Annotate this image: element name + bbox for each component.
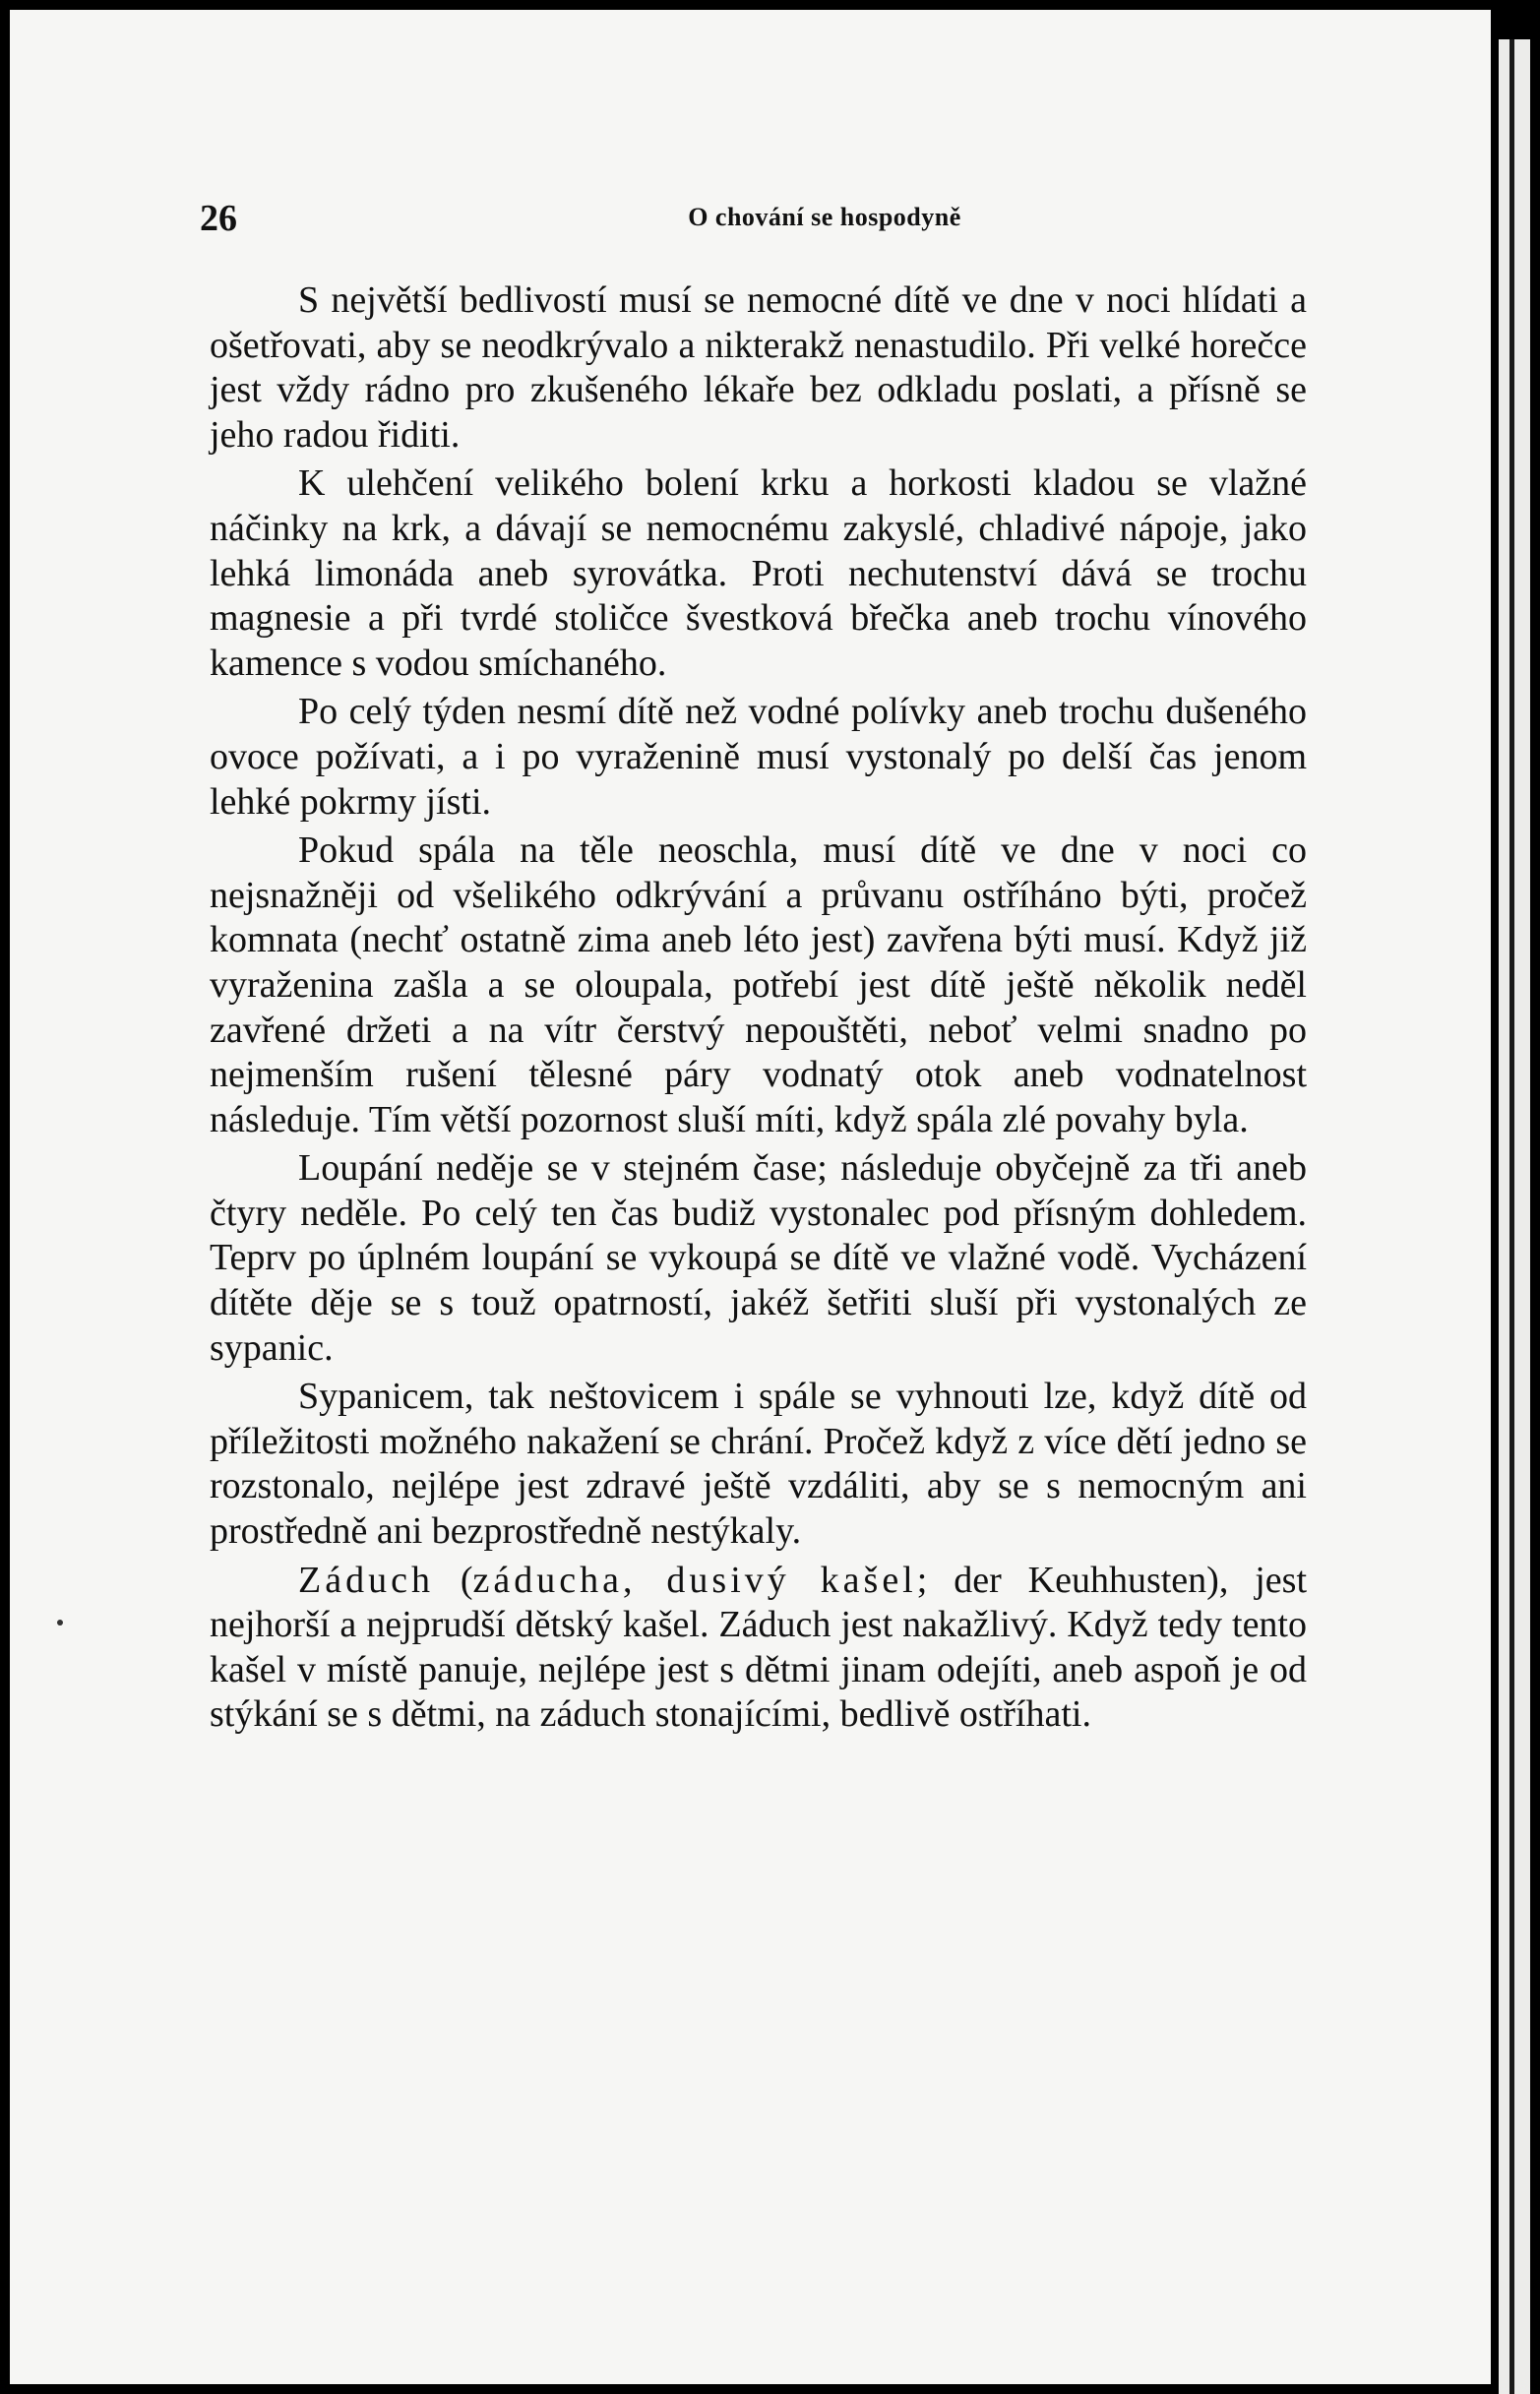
paragraph: S největší bedlivostí musí se nemocné dítě ve dne v noci hlídati a ošetřovati, aby se neodkrývalo a nikterakž nenastudilo. Při velké horečce jest vždy rádno pro zkušeného lékaře bez odkladu poslati, a přísně se jeho radou řiditi.: [210, 279, 1307, 456]
term-gloss: záducha, dusivý kašel: [472, 1559, 917, 1601]
paragraph-continuation: ; der Keuhhusten), jest nejhorší a nejprudší dětský kašel. Záduch jest nakažlivý. Když tedy tento kašel v místě panuje, nejlépe jest s dětmi jinam odejíti, aneb aspoň je od stýkání se s dětmi, na záduch stonajícími, bedlivě ostříhati.: [210, 1559, 1308, 1736]
page-header: [200, 189, 1312, 248]
scan-right-edge: [1491, 10, 1499, 2384]
adjacent-page-edge: [1499, 39, 1530, 2394]
paragraph: Pokud spála na těle neoschla, musí dítě ve dne v noci co nejsnažněji od všelikého odkrývání a průvanu ostříháno býti, pročež komnata (nechť ostatně zima aneb léto jest) zavřena býti musí. Když již vyraženina zašla a se oloupala, potřebí jest dítě ještě několik neděl zavřené držeti a na vítr čerstvý nepouštěti, neboť velmi snadno po nejmenším rušení tělesné páry vodnatý otok aneb vodnatelnost následuje. Tím větší pozornost sluší míti, když spála zlé povahy byla.: [210, 829, 1307, 1140]
running-title: O chování se hospodyně: [688, 203, 961, 231]
page-gutter-line: [1509, 39, 1514, 2394]
term-zaduch: Záduch: [298, 1559, 434, 1601]
paragraph: Loupání neděje se v stejném čase; následuje obyčejně za tři aneb čtyry neděle. Po celý ten čas budiž vystonalec pod přísným dohledem. Teprv po úplném loupání se vykoupá se dítě ve vlažné vodě. Vycházení dítěte děje se s touž opatrností, jakéž šetřiti sluší při vystonalých ze sypanic.: [210, 1147, 1307, 1369]
paragraph-zaduch: Záduch (záducha, dusivý kašel; der Keuhhusten), jest nejhorší a nejprudší dětský kašel. Záduch jest nakažlivý. Když tedy tento kašel v místě panuje, nejlépe jest s dětmi jinam odejíti, aneb aspoň je od stýkání se s dětmi, na záduch stonajícími, bedlivě ostříhati.: [210, 1559, 1308, 1736]
paragraph: Po celý týden nesmí dítě než vodné polívky aneb trochu dušeného ovoce požívati, a i po vyraženině musí vystonalý po delší čas jenom lehké pokrmy jísti.: [210, 691, 1307, 823]
paragraph: K ulehčení velikého bolení krku a horkosti kladou se vlažné náčinky na krk, a dávají se nemocnému zakyslé, chladivé nápoje, jako lehká limonáda aneb syrovátka. Proti nechutenství dává se trochu magnesie a při tvrdé stoličce švestková břečka aneb trochu vínového kamence s vodou smíchaného.: [210, 462, 1307, 684]
page-body: [210, 278, 1307, 1738]
paragraph: Sypanicem, tak neštovicem i spále se vyhnouti lze, když dítě od příležitosti možného nakažení se chrání. Pročež když z více dětí jedno se rozstonalo, nejlépe jest zdravé ještě vzdáliti, aby se s nemocným ani prostředně ani bezprostředně nestýkaly.: [210, 1376, 1307, 1553]
page-number: 26: [200, 198, 237, 239]
book-page: [10, 10, 1491, 2384]
margin-speck: [57, 1620, 63, 1626]
